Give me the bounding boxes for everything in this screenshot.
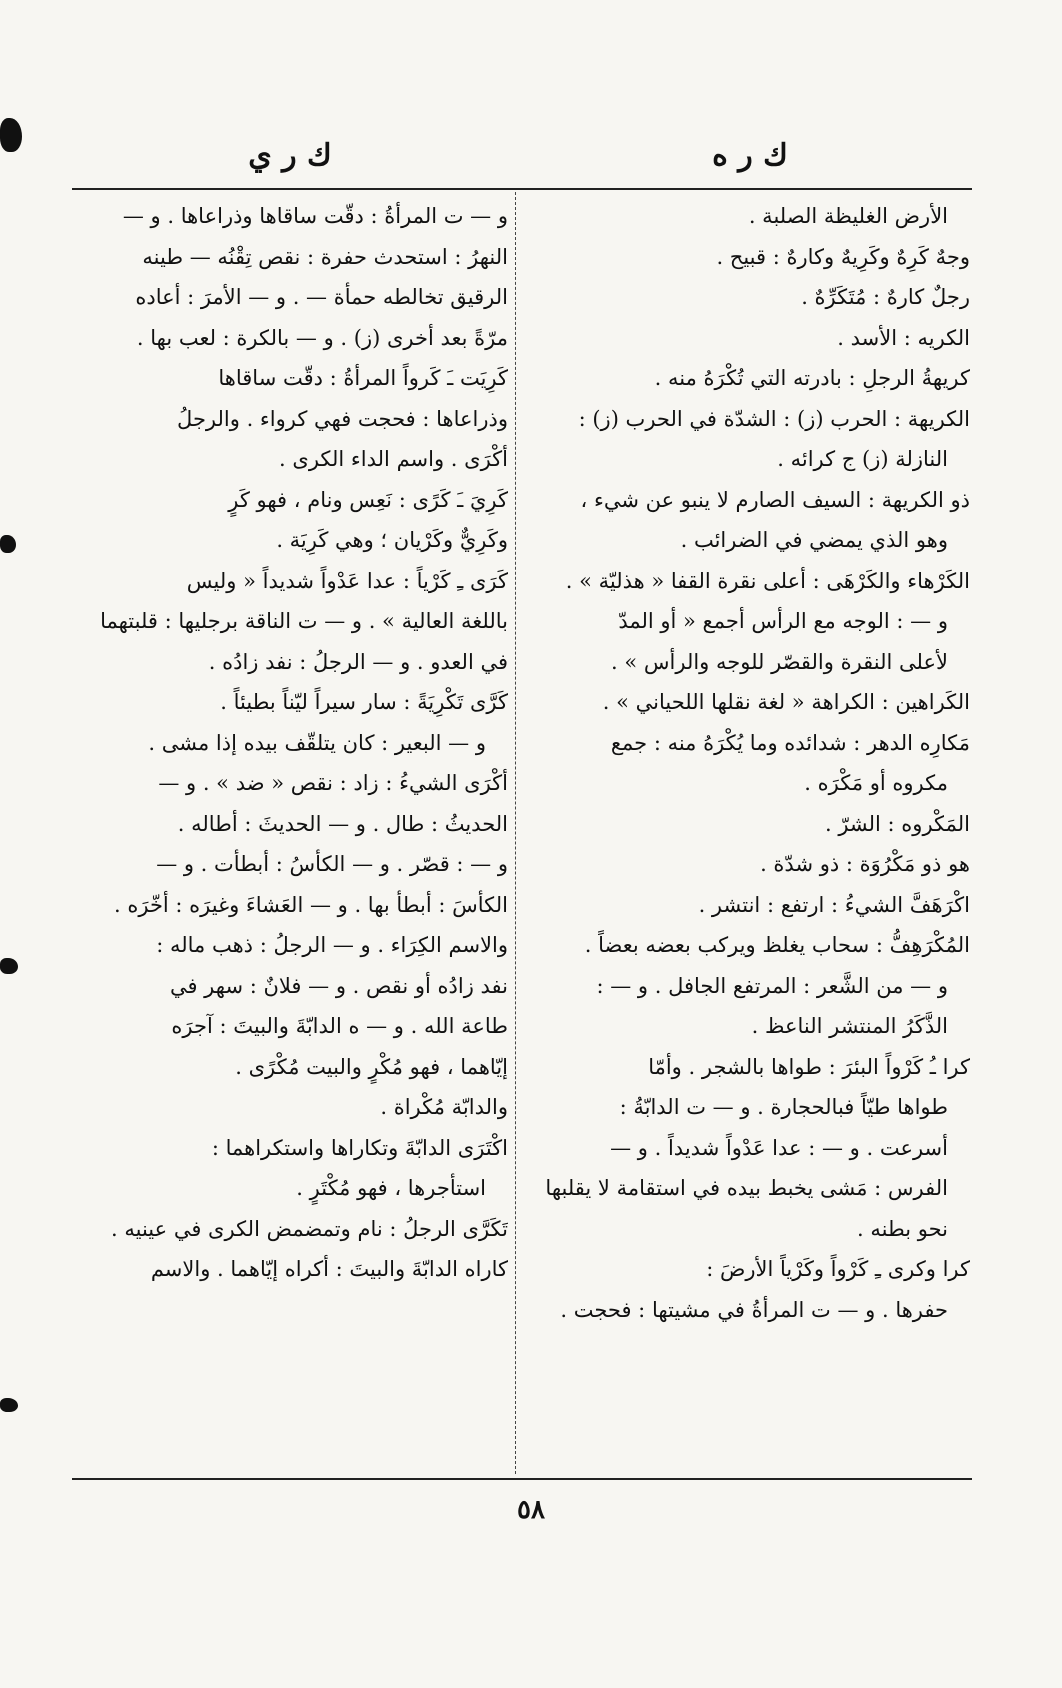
- text-line: المَكْروه : الشرّ .: [824, 811, 970, 836]
- text-line: الأرض الغليظة الصلبة .: [748, 204, 948, 228]
- text-line: كَرَّى تَكْرِيَةً : سار سيراً ليّناً بطيئاً .: [220, 690, 508, 714]
- text-line: المُكْرَهِفُّ : سحاب يغلظ ويركب بعضه بعضاً .: [584, 933, 970, 957]
- text-line: و — : الوجه مع الرأس أجمع « أو المدّ: [618, 609, 948, 633]
- text-line: و — ت المرأةُ : دقّت ساقاها وذراعاها . و —: [122, 204, 508, 228]
- column-divider: [515, 192, 516, 1474]
- text-line: طاعة الله . و — ه الدابّةَ والبيتَ : آجرَه: [171, 1014, 508, 1038]
- text-line: أكْرَى الشيءُ : زاد : نقص « ضد » . و —: [158, 771, 508, 795]
- text-line: باللغة العالية » . و — ت الناقة برجليها : قلبتهما: [100, 609, 508, 633]
- right-column: [530, 196, 970, 1472]
- text-line: أسرعت . و — : عدا عَدْواً شديداً . و —: [610, 1135, 948, 1160]
- text-line: والاسم الكِرَاء . و — الرجلُ : ذهب ماله :: [156, 933, 508, 957]
- page-number: ٥٨: [517, 1495, 545, 1525]
- text-line: وكَرِيٌّ وكَرْيان ؛ وهي كَرِيَة .: [276, 528, 508, 552]
- text-line: النازلة (ز) ج كرائه .: [777, 447, 948, 471]
- text-line: نفد زادُه أو نقص . و — فلانٌ : سهر في: [169, 973, 508, 998]
- ink-blot: [0, 958, 18, 974]
- text-line: رجلٌ كارهٌ : مُتَكَرِّهٌ .: [801, 285, 970, 309]
- bottom-rule: [72, 1478, 972, 1480]
- header-right-root: ك ر ه: [712, 138, 788, 173]
- text-line: الحديثُ : طال . و — الحديثَ : أطاله .: [177, 811, 508, 836]
- text-line: إيّاهما ، فهو مُكْرٍ والبيت مُكْرًى .: [235, 1054, 508, 1079]
- text-line: ذو الكريهة : السيف الصارم لا ينبو عن شيء ،: [580, 487, 970, 512]
- text-line: كَرِيَت ـَ كَرواً المرأةُ : دقّت ساقاها: [218, 366, 508, 390]
- text-line: و — : قصّر . و — الكأسُ : أبطأت . و —: [156, 852, 508, 876]
- text-line: الكريه : الأسد .: [837, 325, 970, 350]
- text-line: الكَراهين : الكراهة « لغة نقلها اللحياني » .: [602, 690, 970, 714]
- text-line: الرقيق تخالطه حمأة — . و — الأمرَ : أعاده: [135, 285, 508, 309]
- text-line: اكْرَهَفَّ الشيءُ : ارتفع : انتشر .: [698, 892, 970, 917]
- text-line: حفرها . و — ت المرأةُ في مشيتها : فحجت .: [560, 1297, 948, 1322]
- text-line: الكأسَ : أبطأ بها . و — العَشاءَ وغيرَه : أخّرَه .: [114, 892, 508, 917]
- text-line: الفرس : مَشى يخبط بيده في استقامة لا يقلبها: [545, 1176, 948, 1200]
- text-line: النهرُ : استحدث حفرة : نقص تِقْنُه — طينه: [142, 244, 508, 269]
- text-line: مرّةً بعد أخرى (ز) . و — بالكرة : لعب بها .: [136, 325, 508, 350]
- left-column: [78, 196, 508, 1472]
- text-line: لأعلى النقرة والقصّر للوجه والرأس » .: [611, 649, 948, 674]
- text-line: كَرَى ـِ كَرْياً : عدا عَدْواً شديداً « وليس: [186, 568, 508, 593]
- header-left-root: ك ر ي: [248, 138, 332, 173]
- text-line: أكْرَى . واسم الداء الكرى .: [279, 447, 508, 471]
- ink-blot: [0, 535, 16, 553]
- text-line: وهو الذي يمضي في الضرائب .: [680, 528, 948, 552]
- text-line: تَكَرَّى الرجلُ : نام وتمضمض الكرى في عينيه .: [111, 1216, 508, 1241]
- text-line: الكريهة : الحرب (ز) : الشدّة في الحرب (ز) :: [578, 406, 970, 431]
- text-line: في العدو . و — الرجلُ : نفد زادُه .: [208, 649, 508, 674]
- text-line: وذراعاها : فحجت فهي كرواء . والرجلُ: [177, 406, 508, 431]
- text-line: الكَرْهاء والكَرْهَى : أعلى نقرة القفا « هذليّة » .: [565, 568, 970, 593]
- text-line: هو ذو مَكْرُوَة : ذو شدّة .: [760, 852, 970, 876]
- text-line: طواها طيّاً فبالحجارة . و — ت الدابّةُ :: [619, 1095, 948, 1119]
- text-line: كاراه الدابّةَ والبيتَ : أكراه إيّاهما . والاسم: [150, 1257, 508, 1281]
- text-line: وجهٌ كَرِهٌ وكَرِيهٌ وكارهٌ : قبيح .: [716, 244, 970, 269]
- text-line: مَكارِه الدهر : شدائده وما يُكْرَهُ منه : جمع: [610, 730, 970, 755]
- text-line: كرا ـُ كَرْواً البئرَ : طواها بالشجر . وأمّا: [648, 1054, 970, 1079]
- text-line: نحو بطنه .: [857, 1216, 948, 1241]
- top-rule: [72, 188, 972, 190]
- text-line: كرا وكرى ـِ كَرْواً وكَرْياً الأرضَ :: [706, 1257, 970, 1281]
- ink-blot: [0, 118, 22, 152]
- text-line: مكروه أو مَكْرَه .: [804, 771, 948, 795]
- text-line: الذَّكَرُ المنتشر الناعظ .: [751, 1014, 948, 1038]
- text-line: و — من الشَّعر : المرتفع الجافل . و — :: [596, 973, 948, 998]
- text-line: و — البعير : كان يتلقّف بيده إذا مشى .: [148, 730, 486, 755]
- text-line: كَرِيَ ـَ كَرًى : نَعِس ونام ، فهو كَرٍ: [228, 487, 508, 512]
- text-line: استأجرها ، فهو مُكْتَرٍ .: [296, 1176, 486, 1200]
- text-line: اكْتَرَى الدابّةَ وتكاراها واستكراهما :: [211, 1135, 508, 1160]
- text-line: كريهةُ الرجلِ : بادرته التي تُكْرَهُ منه .: [654, 366, 970, 390]
- text-line: والدابّة مُكْراة .: [380, 1095, 508, 1119]
- ink-blot: [0, 1398, 18, 1412]
